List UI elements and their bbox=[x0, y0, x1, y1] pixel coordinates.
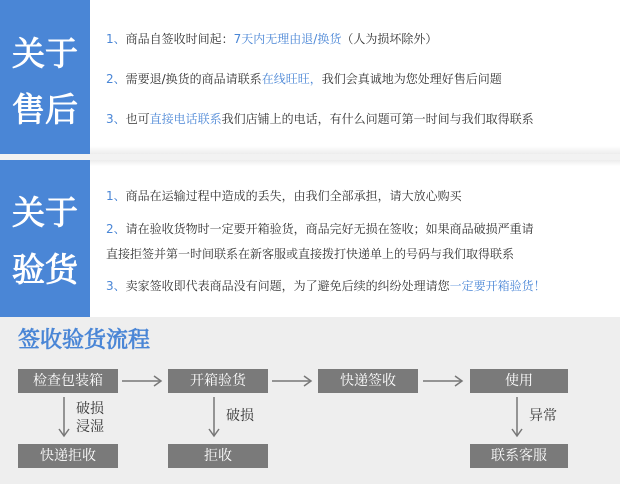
item-number: 1、 bbox=[106, 32, 126, 46]
condition-damaged: 破损 bbox=[226, 408, 254, 424]
item-text: 商品自签收时间起： bbox=[125, 32, 234, 46]
arrow-down-icon bbox=[208, 397, 220, 439]
arrow-right-icon bbox=[272, 375, 314, 387]
inspection-section bbox=[0, 160, 620, 317]
after-sales-item bbox=[106, 71, 606, 87]
arrow-down-icon bbox=[58, 397, 70, 439]
item-text: 也可 bbox=[125, 112, 150, 126]
step-use: 使用 bbox=[470, 369, 568, 393]
outcome-courier-reject: 快递拒收 bbox=[18, 444, 118, 468]
inspection-item bbox=[106, 246, 606, 262]
after-sales-item bbox=[106, 31, 606, 47]
after-sales-tag-line-2: 售后 bbox=[12, 90, 78, 129]
flow-title: 签收验货流程 bbox=[18, 328, 151, 353]
arrow-down-icon bbox=[511, 397, 523, 439]
after-sales-section bbox=[0, 0, 620, 154]
outcome-contact-support: 联系客服 bbox=[470, 444, 568, 468]
item-text: 需要退/换货的商品请联系 bbox=[125, 72, 262, 86]
after-sales-item bbox=[106, 111, 606, 127]
step-open-inspect: 开箱验货 bbox=[168, 369, 268, 393]
item-text: 我们会真诚地为您处理好售后问题 bbox=[321, 72, 502, 86]
arrow-right-icon bbox=[122, 375, 164, 387]
inspection-tag-line-1: 关于 bbox=[12, 193, 78, 232]
inspection-item bbox=[106, 188, 606, 204]
item-text: 直接拒签并第一时间联系在新客服或直接拨打快递单上的号码与我们取得联系 bbox=[106, 247, 515, 261]
item-text: （人为损坏除外） bbox=[341, 32, 438, 46]
after-sales-tag-line-1: 关于 bbox=[12, 34, 78, 73]
arrow-right-icon bbox=[423, 375, 465, 387]
after-sales-tag bbox=[0, 0, 90, 154]
item-text: 我们店铺上的电话，有什么问题可第一时间与我们取得联系 bbox=[221, 112, 534, 126]
step-courier-sign: 快递签收 bbox=[318, 369, 418, 393]
condition-abnormal: 异常 bbox=[529, 408, 557, 424]
item-number: 3、 bbox=[106, 279, 126, 293]
section-shadow bbox=[90, 146, 620, 154]
step-check-package: 检查包装箱 bbox=[18, 369, 118, 393]
item-number: 1、 bbox=[106, 189, 126, 203]
highlight-text: 一定要开箱验货！ bbox=[449, 279, 546, 293]
item-text: 商品在运输过程中造成的丢失，由我们全部承担，请大放心购买 bbox=[125, 189, 462, 203]
item-text: 卖家签收即代表商品没有问题，为了避免后续的纠纷处理请您 bbox=[125, 279, 450, 293]
outcome-reject: 拒收 bbox=[168, 444, 268, 468]
item-text: 请在验收货物时一定要开箱验货，商品完好无损在签收；如果商品破损严重请 bbox=[125, 222, 534, 236]
inspection-tag-line-2: 验货 bbox=[12, 250, 78, 289]
inspection-item bbox=[106, 278, 606, 294]
inspection-flow-section bbox=[0, 317, 620, 484]
item-number: 2、 bbox=[106, 222, 126, 236]
item-number: 2、 bbox=[106, 72, 126, 86]
inspection-tag bbox=[0, 160, 90, 317]
highlight-text: 7天内无理由退/换货 bbox=[233, 32, 342, 46]
condition-wet: 浸湿 bbox=[76, 419, 104, 435]
condition-damaged: 破损 bbox=[76, 401, 104, 417]
section-shadow bbox=[90, 160, 620, 166]
inspection-item bbox=[106, 221, 606, 237]
highlight-text: 直接电话联系 bbox=[149, 112, 222, 126]
highlight-text: 在线旺旺， bbox=[261, 72, 322, 86]
item-number: 3、 bbox=[106, 112, 126, 126]
